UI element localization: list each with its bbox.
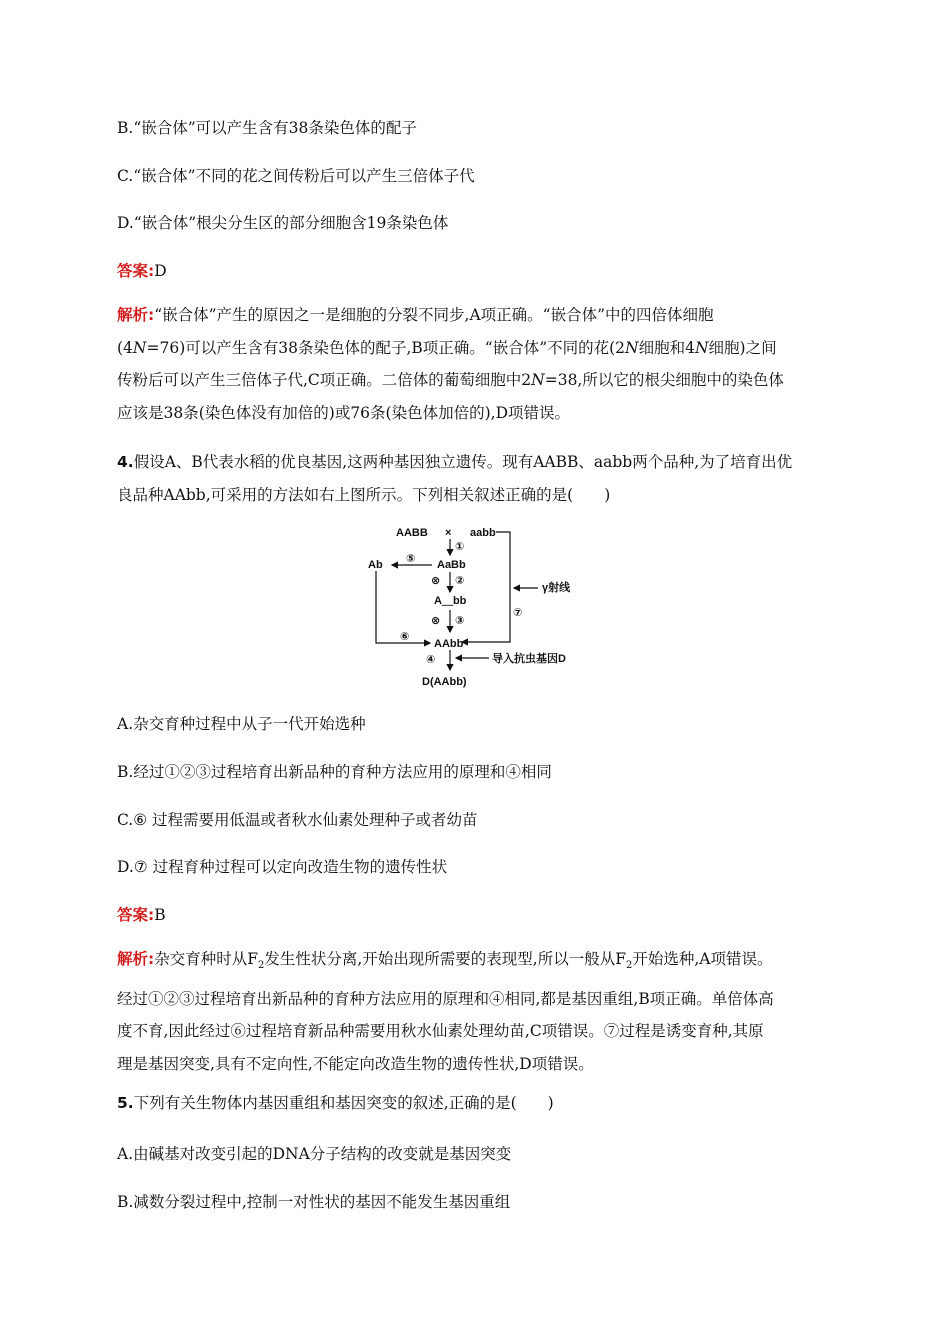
question-number: 4. — [117, 453, 134, 471]
analysis-line-2: (4N=76)可以产生含有38条染色体的配子,B项正确。“嵌合体”不同的花(2N细胞和4N细胞)之间 — [117, 338, 777, 357]
analysis-line-4: 应该是38条(染色体没有加倍的)或76条(染色体加倍的),D项错误。 — [117, 403, 570, 422]
parent-aabb-recessive: aabb — [470, 527, 496, 539]
q3-analysis — [117, 299, 837, 429]
q3-option-c: C.“嵌合体”不同的花之间传粉后可以产生三倍体子代 — [117, 167, 475, 185]
answer-value: D — [154, 262, 167, 280]
step-3-label: ③ — [455, 615, 465, 627]
answer-value: B — [154, 906, 166, 924]
answer-label: 答案: — [117, 906, 155, 924]
step-6-label: ⑥ — [400, 631, 410, 643]
q4-option-a: A.杂交育种过程中从子一代开始选种 — [117, 715, 366, 733]
answer-label: 答案: — [117, 262, 155, 280]
q5-stem — [117, 1091, 554, 1113]
step-1-label: ① — [455, 541, 465, 553]
q5-option-a: A.由碱基对改变引起的DNA分子结构的改变就是基因突变 — [117, 1145, 512, 1163]
q4-analysis-line-3: 度不育,因此经过⑥过程培育新品种需要用秋水仙素处理幼苗,C项错误。⑦过程是诱变育种,其原 — [117, 1022, 764, 1041]
q3-option-b: B.“嵌合体”可以产生含有38条染色体的配子 — [117, 119, 417, 137]
analysis-line-3: 传粉后可以产生三倍体子代,C项正确。二倍体的葡萄细胞中2N=38,所以它的根尖细胞中的染色体 — [117, 371, 784, 389]
analysis-label: 解析: — [117, 306, 155, 324]
analysis-label: 解析: — [117, 950, 155, 968]
cross-symbol: × — [445, 527, 452, 539]
q4-answer — [117, 903, 166, 925]
target-aabb: AAbb — [434, 638, 464, 650]
f1-aabb: AaBb — [437, 559, 466, 571]
a-bb: A＿bb — [434, 595, 467, 607]
step-5-label: ⑤ — [406, 553, 416, 565]
selfing-symbol-1: ⊗ — [431, 575, 441, 587]
import-gene-label: 导入抗虫基因D — [492, 653, 566, 665]
q4-option-d: D.⑦ 过程育种过程可以定向改造生物的遗传性状 — [117, 858, 448, 876]
q4-analysis-line-2: 经过①②③过程培育出新品种的育种方法应用的原理和④相同,都是基因重组,B项正确。单倍体高 — [117, 989, 774, 1008]
q4-analysis: 解析:杂交育种时从$F_2$发生性状分离,开始出现所需要的表现型,所以一般从$F_2$开始选种,A项错误。 经过①②③过程培育出新品种的育种方法应用的原理和④相同,都是基因重组,B项正确。单倍体高 度不育,因此经过⑥过程培育新品种需要用秋水仙素处理幼苗,C项错误。⑦过程是诱变育种,其原 理是基因突变,具有不定向性,不能定向改造生物的遗传性状,D项错误。 — [117, 943, 837, 1080]
haploid-ab: Ab — [368, 559, 383, 571]
q3-answer — [117, 259, 167, 281]
breeding-diagram — [352, 522, 602, 690]
selfing-symbol-2: ⊗ — [431, 615, 441, 627]
gamma-ray-label: γ射线 — [542, 582, 571, 594]
analysis-line-1: “嵌合体”产生的原因之一是细胞的分裂不同步,A项正确。“嵌合体”中的四倍体细胞 — [154, 306, 714, 324]
q4-analysis-line-4: 理是基因突变,具有不定向性,不能定向改造生物的遗传性状,D项错误。 — [117, 1054, 594, 1073]
q4-option-c: C.⑥ 过程需要用低温或者秋水仙素处理种子或者幼苗 — [117, 811, 478, 829]
q4-stem — [117, 446, 837, 511]
q5-option-b: B.减数分裂过程中,控制一对性状的基因不能发生基因重组 — [117, 1193, 511, 1211]
q4-option-b: B.经过①②③过程培育出新品种的育种方法应用的原理和④相同 — [117, 763, 552, 781]
q5-stem-text: 下列有关生物体内基因重组和基因突变的叙述,正确的是( ) — [133, 1094, 554, 1112]
step-7-label: ⑦ — [513, 607, 523, 619]
target-d-aabb: D(AAbb) — [422, 676, 467, 688]
step-2-label: ② — [455, 575, 465, 587]
q4-stem-line-1: 假设A、B代表水稻的优良基因,这两种基因独立遗传。现有AABB、aabb两个品种,为了培育出优 — [133, 453, 793, 471]
parent-aabb: AABB — [396, 527, 428, 539]
step-4-label: ④ — [426, 654, 436, 666]
q4-stem-line-2: 良品种AAbb,可采用的方法如右上图所示。下列相关叙述正确的是( ) — [117, 485, 611, 504]
question-number: 5. — [117, 1094, 134, 1112]
q3-option-d: D.“嵌合体”根尖分生区的部分细胞含19条染色体 — [117, 214, 449, 232]
